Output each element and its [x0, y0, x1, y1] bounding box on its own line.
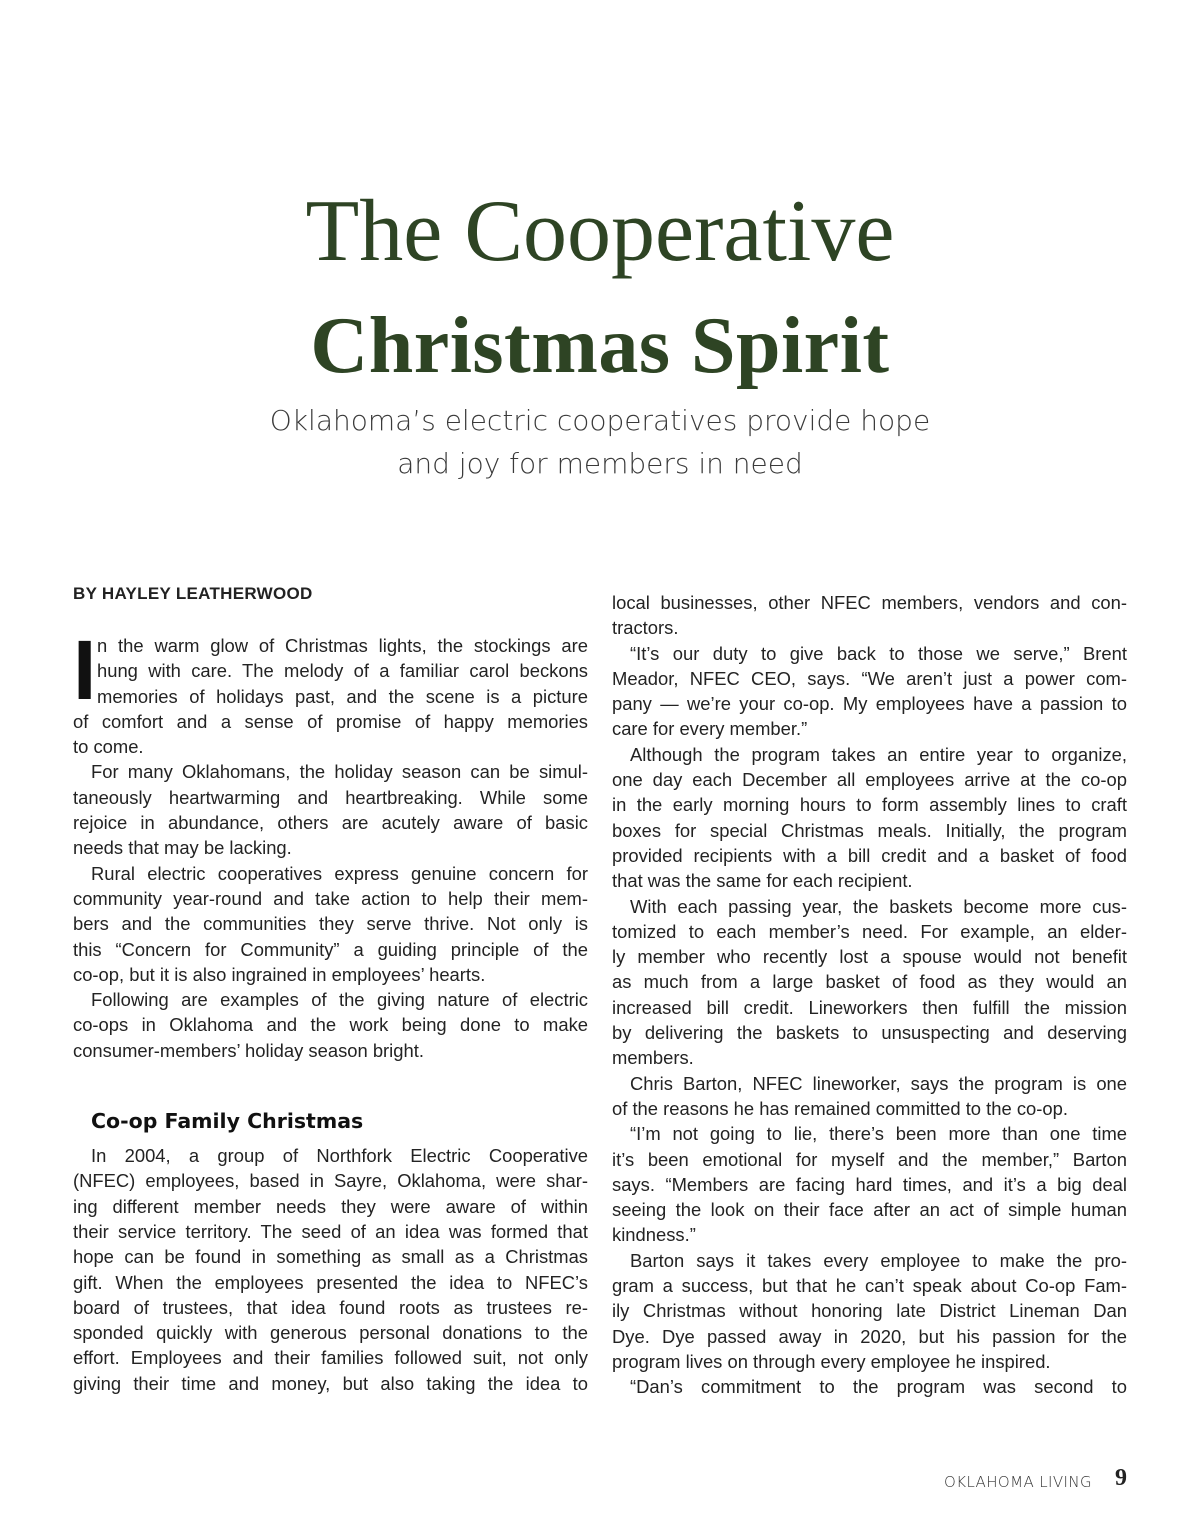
paragraph: [612, 742, 1127, 894]
section-spacer: [73, 1063, 588, 1103]
text-line: n the warm glow of Christmas lights, the stockings are: [97, 635, 588, 656]
text-line: Rural electric cooperatives express genuine concern for: [91, 862, 588, 884]
article-title-line1: The Cooperative: [305, 183, 895, 280]
text-line: by delivering the baskets to unsuspecting and deserving: [612, 1022, 1127, 1044]
text-line: that was the same for each recipient.: [612, 870, 913, 892]
text-line: kindness.”: [612, 1224, 696, 1246]
paragraph: [612, 1071, 1127, 1122]
text-line: members.: [612, 1047, 694, 1069]
text-line: says. “Members are facing hard times, and it’s a big deal: [612, 1173, 1127, 1195]
article-title-line2: Christmas Spirit: [310, 302, 890, 390]
text-line: needs that may be lacking.: [73, 837, 292, 859]
text-line: program lives on through every employee he inspired.: [612, 1350, 1051, 1372]
footer-publication-name: OKLAHOMA LIVING: [944, 1473, 1092, 1491]
text-line: this “Concern for Community” a guiding principle of the: [73, 938, 588, 960]
paragraph: [73, 1143, 588, 1396]
paragraph: [612, 894, 1127, 1071]
text-column-left: [73, 623, 588, 1396]
text-line: With each passing year, the baskets become more cus-: [630, 895, 1127, 917]
text-line: sponded quickly with generous personal donations to the: [73, 1322, 588, 1344]
page-number: 9: [1115, 1465, 1127, 1491]
text-line: of comfort and a sense of promise of happy memories: [73, 710, 588, 732]
text-line: local businesses, other NFEC members, vendors and con-: [612, 592, 1127, 613]
paragraph: [73, 861, 588, 987]
text-line: it’s been emotional for myself and the member,” Barton: [612, 1148, 1127, 1170]
drop-cap: I: [73, 623, 97, 717]
text-line: their service territory. The seed of an idea was formed that: [73, 1220, 588, 1242]
text-line: ing different member needs they were aware of within: [73, 1195, 588, 1217]
paragraph: [612, 641, 1127, 742]
paragraph: [73, 759, 588, 860]
text-line: rejoice in abundance, others are acutely aware of basic: [73, 812, 588, 834]
text-line: hung with care. The melody of a familiar carol beckons: [97, 660, 588, 682]
text-line: to come.: [73, 736, 144, 758]
paragraph: [73, 987, 588, 1063]
text-line: tractors.: [612, 617, 679, 639]
text-line: provided recipients with a bill credit and a basket of food: [612, 844, 1127, 866]
text-line: increased bill credit. Lineworkers then fulfill the mission: [612, 996, 1127, 1018]
text-line: care for every member.”: [612, 718, 808, 740]
text-line: hope can be found in something as small as a Christmas: [73, 1246, 588, 1268]
text-line: one day each December all employees arrive at the co-op: [612, 769, 1127, 791]
text-line: Barton says it takes every employee to make the pro-: [630, 1249, 1127, 1271]
text-line: tomized to each member’s need. For example, an elder-: [612, 920, 1127, 942]
text-line: community year-round and take action to help their mem-: [73, 887, 588, 909]
text-line: of the reasons he has remained committed to the co-op.: [612, 1097, 1068, 1119]
text-line: Meador, NFEC CEO, says. “We aren’t just a power com-: [612, 667, 1127, 689]
text-line: In 2004, a group of Northfork Electric Cooperative: [91, 1145, 588, 1167]
text-line: (NFEC) employees, based in Sayre, Oklahoma, were shar-: [73, 1170, 588, 1192]
text-line: effort. Employees and their families followed suit, not only: [73, 1347, 588, 1369]
text-line: co-op, but it is also ingrained in employees’ hearts.: [73, 963, 486, 985]
byline: BY HAYLEY LEATHERWOOD: [73, 584, 313, 603]
text-line: giving their time and money, but also taking the idea to: [73, 1372, 588, 1394]
text-line: Dye. Dye passed away in 2020, but his passion for the: [612, 1325, 1127, 1347]
paragraph: [612, 590, 1127, 641]
text-line: pany — we’re your co-op. My employees have a passion to: [612, 693, 1127, 715]
paragraph: [612, 1248, 1127, 1374]
text-line: Chris Barton, NFEC lineworker, says the program is one: [630, 1072, 1127, 1094]
text-line: Although the program takes an entire year to organize,: [630, 743, 1127, 765]
text-line: board of trustees, that idea found roots as trustees re-: [73, 1296, 588, 1318]
article-subtitle-line1: Oklahoma’s electric cooperatives provide hope: [269, 404, 931, 437]
text-line: ily Christmas without honoring late District Lineman Dan: [612, 1300, 1127, 1322]
text-line: taneously heartwarming and heartbreaking. While some: [73, 786, 588, 808]
text-line: in the early morning hours to form assembly lines to craft: [612, 794, 1127, 816]
text-line: For many Oklahomans, the holiday season can be simul-: [91, 761, 588, 783]
text-line: seeing the look on their face after an act of simple human: [612, 1199, 1127, 1221]
text-line: gift. When the employees presented the idea to NFEC’s: [73, 1271, 588, 1293]
text-line: co-ops in Oklahoma and the work being done to make: [73, 1014, 588, 1036]
text-line: “It’s our duty to give back to those we serve,” Brent: [630, 642, 1127, 664]
paragraph: [612, 1121, 1127, 1247]
section-heading: Co-op Family Christmas: [91, 1109, 364, 1134]
text-line: gram a success, but that he can’t speak about Co-op Fam-: [612, 1275, 1127, 1297]
text-line: as much from a large basket of food as they would an: [612, 971, 1127, 993]
text-line: bers and the communities they serve thrive. Not only is: [73, 913, 588, 935]
text-column-right: [612, 590, 1127, 1400]
text-line: boxes for special Christmas meals. Initially, the program: [612, 819, 1127, 841]
text-line: memories of holidays past, and the scene is a picture: [97, 685, 588, 707]
text-line: “Dan’s commitment to the program was second to: [630, 1376, 1127, 1398]
text-line: ly member who recently lost a spouse would not benefit: [612, 946, 1127, 968]
text-line: consumer-members’ holiday season bright.: [73, 1039, 424, 1061]
paragraph: [612, 1374, 1127, 1399]
text-line: Following are examples of the giving nature of electric: [91, 989, 588, 1011]
paragraph-intro: [73, 623, 588, 759]
article-subtitle-line2: and joy for members in need: [397, 447, 803, 480]
text-line: “I’m not going to lie, there’s been more than one time: [630, 1123, 1127, 1145]
